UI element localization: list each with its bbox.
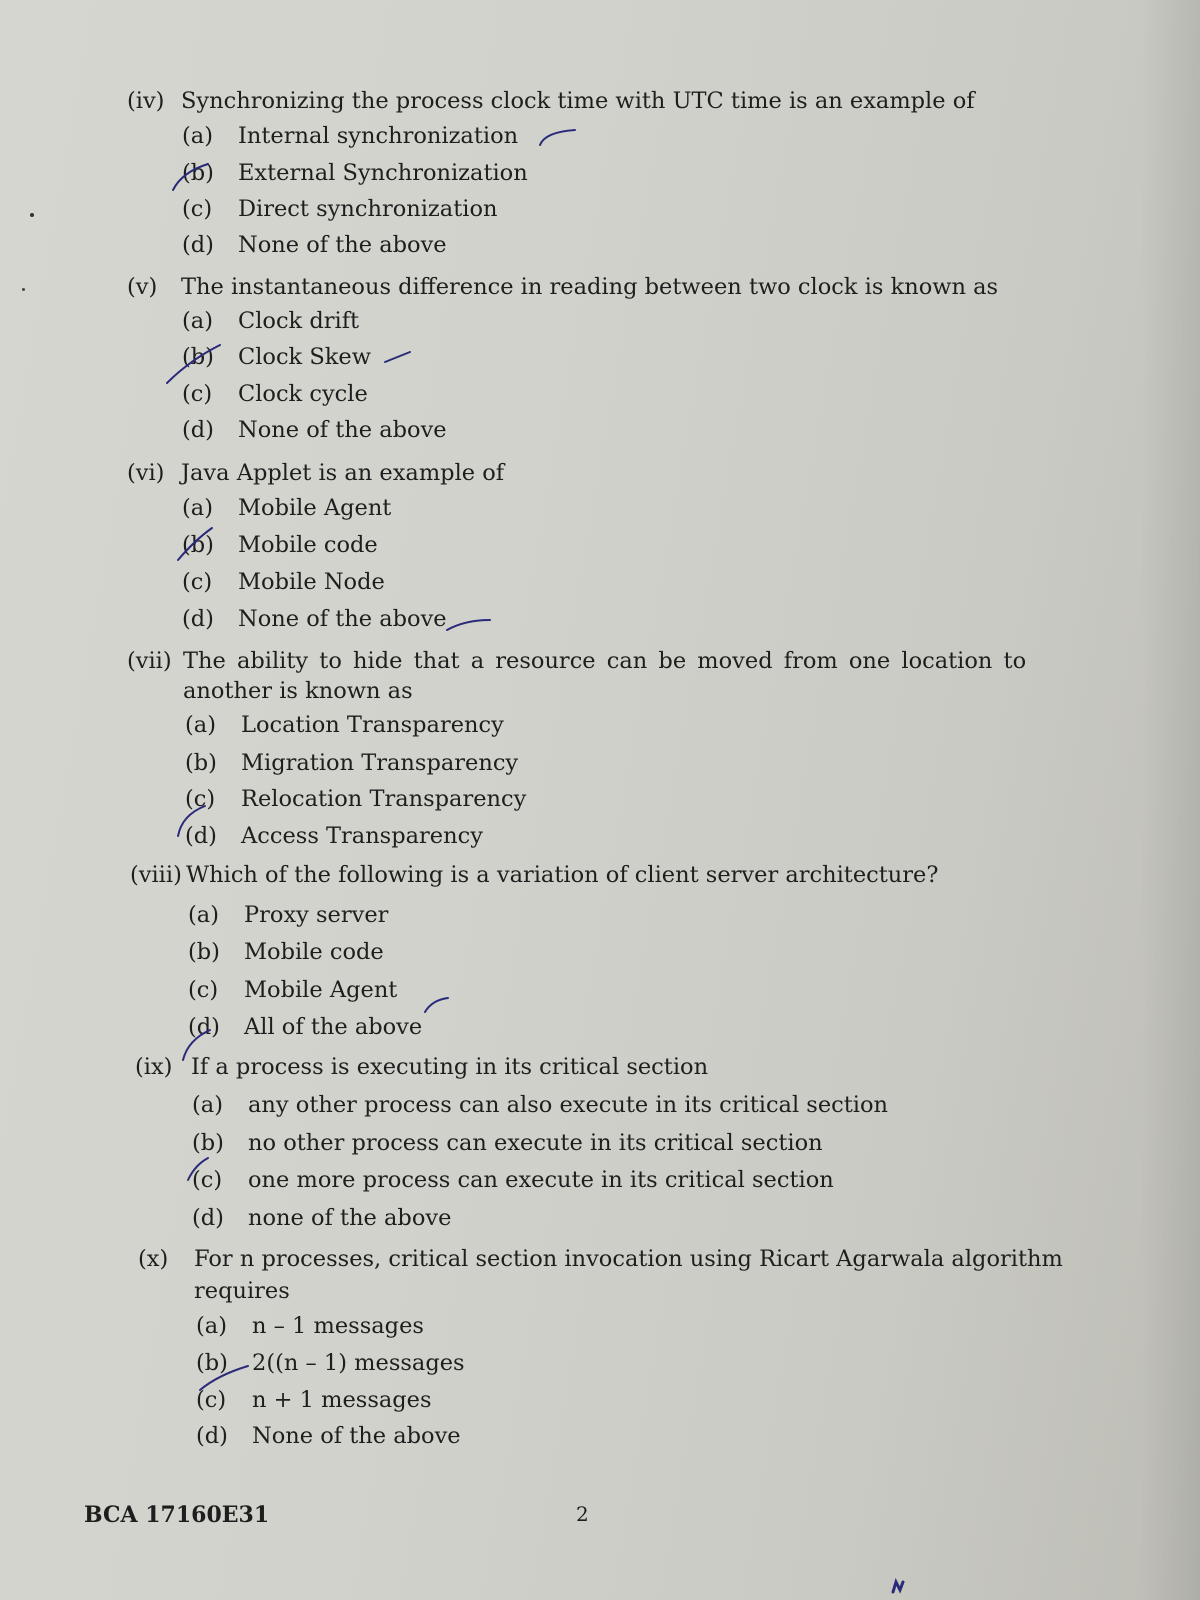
cross-mark-icon bbox=[178, 528, 212, 560]
cross-mark-icon bbox=[183, 1030, 210, 1060]
ink-scribble-icon bbox=[893, 1582, 903, 1592]
question-number: (vi) bbox=[127, 460, 165, 486]
course-code: BCA 17160E31 bbox=[84, 1502, 270, 1528]
cross-mark-icon bbox=[188, 1158, 208, 1180]
question-text: If a process is executing in its critical section bbox=[191, 1054, 709, 1080]
question-text-line2: another is known as bbox=[183, 678, 413, 704]
cross-mark-icon bbox=[178, 806, 205, 836]
tick-mark-icon bbox=[447, 620, 490, 630]
cross-mark-icon bbox=[200, 1366, 248, 1390]
question-number: (x) bbox=[138, 1246, 169, 1272]
question-number: (ix) bbox=[135, 1054, 173, 1080]
page-number: 2 bbox=[576, 1502, 589, 1526]
question-number: (iv) bbox=[127, 88, 165, 114]
question-text: The ability to hide that a resource can be moved from one location to bbox=[183, 648, 1027, 674]
question-number: (v) bbox=[127, 274, 158, 300]
question-text: Java Applet is an example of bbox=[181, 460, 505, 486]
exam-page: (iv) Synchronizing the process clock time with UTC time is an example of (a) Internal synchronization (b) External Synchronization (c) Direct synchronization (d) None of the above (v) The instantaneous difference in reading between two clock is known as (a) Clock drift (b) Clock Skew (c) Clock cycle (d) None of the above (vi) Java Applet is an example of (a) Mobile Agent (b) Mobile code (c) Mobile Node (d) None of the above (vii) The ability to hide that a resource can be moved from one location to another is known as (a) Location Transparency (b) Migration Transparency (c) Relocation Transparency (d) Access Transparency (viii) Which of the following is a variation of client server architecture? (a) Proxy server (b) Mobile code (c) Mobile Agent (d) All of the above (ix) If a process is executing in its critical section (a) any other process can also execute in its critical section (b) no other process can execute in its critical section (c) one more process can execute in its critical section (d) none of the above (x) For n processes, critical section invocation using Ricart Agarwala algorithm requires (a) n – 1 messages (b) 2((n – 1) messages (c) n + 1 messages (d) None of the above BCA 17160E31 2 bbox=[0, 0, 1200, 1600]
question-text: For n processes, critical section invocation using Ricart Agarwala algorithm bbox=[194, 1246, 1063, 1272]
question-text: Which of the following is a variation of client server architecture? bbox=[186, 862, 939, 888]
cross-mark-icon bbox=[173, 164, 208, 190]
tick-mark-icon bbox=[540, 130, 575, 145]
tick-mark-icon bbox=[385, 352, 410, 362]
question-number: (viii) bbox=[130, 862, 182, 888]
question-number: (vii) bbox=[127, 648, 172, 674]
question-text: The instantaneous difference in reading between two clock is known as bbox=[181, 274, 999, 300]
tick-mark-icon bbox=[425, 998, 448, 1012]
stray-dot bbox=[22, 288, 25, 291]
question-text-line2: requires bbox=[194, 1278, 290, 1304]
cross-mark-icon bbox=[167, 345, 220, 383]
question-text: Synchronizing the process clock time with UTC time is an example of bbox=[181, 88, 975, 114]
stray-dot bbox=[30, 213, 34, 217]
